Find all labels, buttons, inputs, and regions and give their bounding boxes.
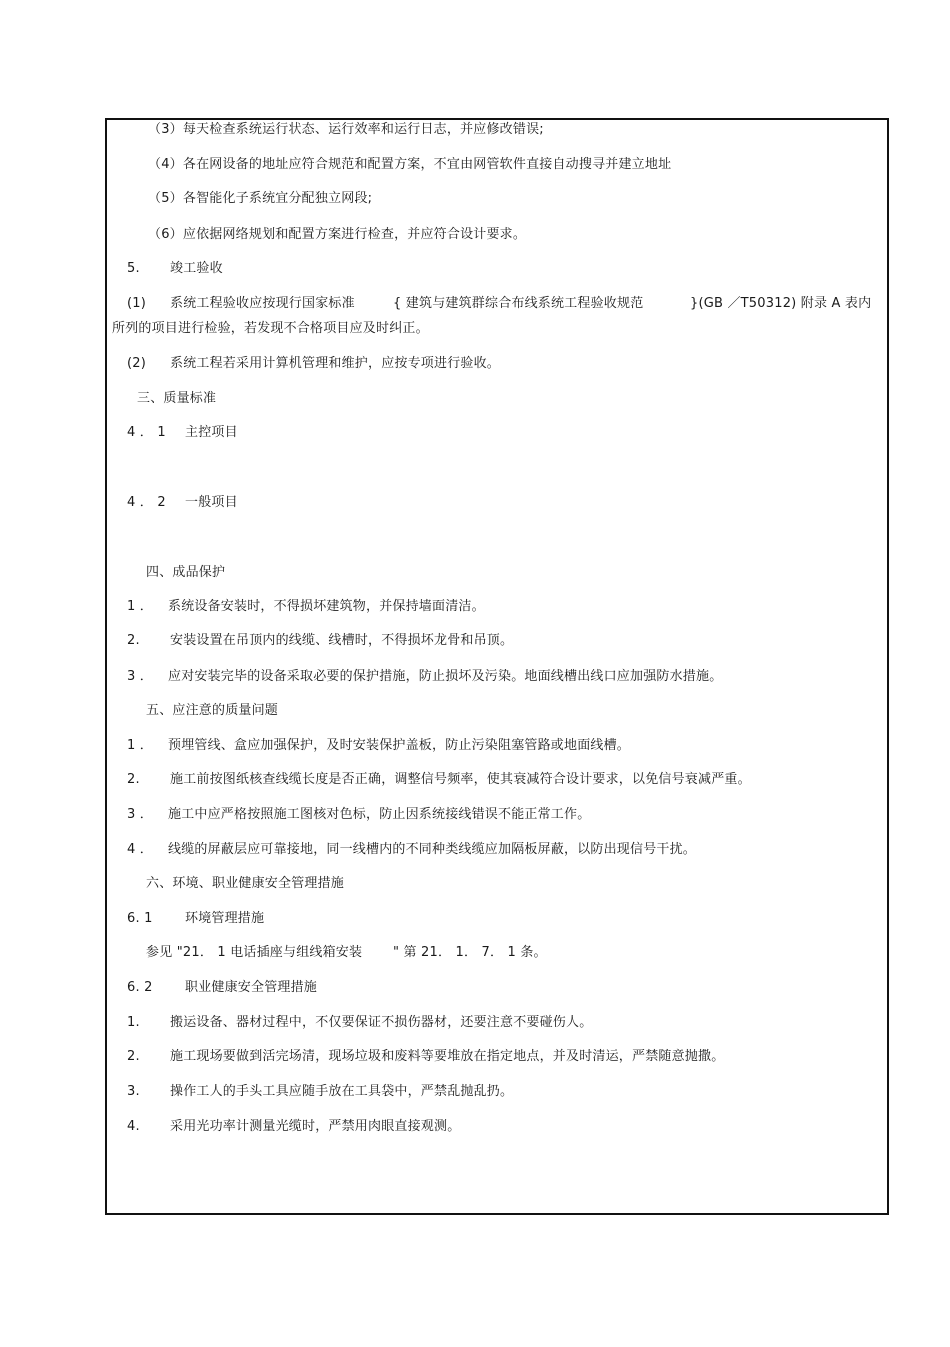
clause-6-2-number: 6. 2 <box>127 980 153 995</box>
safety-3-text: 操作工人的手头工具应随手放在工具袋中，严禁乱抛乱扔。 <box>170 1084 514 1099</box>
item-2-number: (2) <box>127 356 147 371</box>
safety-2-text: 施工现场要做到活完场清，现场垃圾和废料等要堆放在指定地点，并及时清运，严禁随意抛撒。 <box>170 1049 725 1064</box>
issue-4-text: 线缆的屏蔽层应可靠接地，同一线槽内的不同种类线缆应加隔板屏蔽，以防出现信号干扰。 <box>168 842 697 857</box>
issue-2-number: 2. <box>127 772 140 787</box>
clause-6-1-text: 环境管理措施 <box>185 911 265 926</box>
protection-3-text: 应对安装完毕的设备采取必要的保护措施，防止损坏及污染。地面线槽出线口应加强防水措施。 <box>168 669 723 684</box>
list-item-5: （5）各智能化子系统宜分配独立网段; <box>148 191 373 206</box>
issue-2-text: 施工前按图纸核查线缆长度是否正确，调整信号频率，使其衰减符合设计要求，以免信号衰减严重。 <box>170 772 751 787</box>
safety-3-number: 3. <box>127 1084 140 1099</box>
issue-3-number: 3 ． <box>127 807 154 822</box>
protection-3-number: 3 ． <box>127 669 154 684</box>
protection-2-number: 2. <box>127 633 140 648</box>
reference-text-b: " 第 21． 1． 7． 1 条。 <box>393 945 547 960</box>
section-5-title: 竣工验收 <box>170 261 223 276</box>
item-1-text-a: 系统工程验收应按现行国家标准 <box>170 296 355 311</box>
safety-4-number: 4. <box>127 1119 140 1134</box>
protection-1-number: 1 ． <box>127 599 154 614</box>
item-1-number: (1) <box>127 296 147 311</box>
heading-ehs-measures: 六、环境、职业健康安全管理措施 <box>146 876 345 891</box>
safety-2-number: 2. <box>127 1049 140 1064</box>
clause-4-2-number: 4 ． 2 <box>127 495 166 510</box>
reference-text-a: 参见 "21． 1 电话插座与组线箱安装 <box>146 945 363 960</box>
issue-1-text: 预埋管线、盒应加强保护，及时安装保护盖板，防止污染阻塞管路或地面线槽。 <box>168 738 631 753</box>
heading-quality-standard: 三、质量标准 <box>137 391 217 406</box>
list-item-4: （4）各在网设备的地址应符合规范和配置方案，不宜由网管软件直接自动搜寻并建立地址 <box>148 157 672 172</box>
issue-4-number: 4 ． <box>127 842 154 857</box>
item-1-text-b: { 建筑与建筑群综合布线系统工程验收规范 <box>393 296 644 311</box>
item-1-text-c: }(GB ／T50312) 附录 A 表内 <box>690 296 872 311</box>
clause-4-1-text: 主控项目 <box>185 425 238 440</box>
heading-product-protection: 四、成品保护 <box>146 565 226 580</box>
issue-3-text: 施工中应严格按照施工图核对色标，防止因系统接线错误不能正常工作。 <box>168 807 591 822</box>
protection-2-text: 安装设置在吊顶内的线缆、线槽时，不得损坏龙骨和吊顶。 <box>170 633 514 648</box>
list-item-3: （3）每天检查系统运行状态、运行效率和运行日志，并应修改错误; <box>148 122 544 137</box>
safety-1-text: 搬运设备、器材过程中，不仅要保证不损伤器材，还要注意不要碰伤人。 <box>170 1015 593 1030</box>
heading-quality-issues: 五、应注意的质量问题 <box>146 703 279 718</box>
clause-6-1-number: 6. 1 <box>127 911 153 926</box>
clause-4-2-text: 一般项目 <box>185 495 238 510</box>
safety-1-number: 1. <box>127 1015 140 1030</box>
clause-6-2-text: 职业健康安全管理措施 <box>185 980 318 995</box>
safety-4-text: 采用光功率计测量光缆时，严禁用肉眼直接观测。 <box>170 1119 461 1134</box>
protection-1-text: 系统设备安装时，不得损坏建筑物，并保持墙面清洁。 <box>168 599 485 614</box>
section-5-number: 5. <box>127 261 140 276</box>
clause-4-1-number: 4 ． 1 <box>127 425 166 440</box>
item-2-text: 系统工程若采用计算机管理和维护，应按专项进行验收。 <box>170 356 501 371</box>
issue-1-number: 1 ． <box>127 738 154 753</box>
item-1-text-d: 所列的项目进行检验，若发现不合格项目应及时纠正。 <box>112 321 429 336</box>
list-item-6: （6）应依据网络规划和配置方案进行检查，并应符合设计要求。 <box>148 227 527 242</box>
